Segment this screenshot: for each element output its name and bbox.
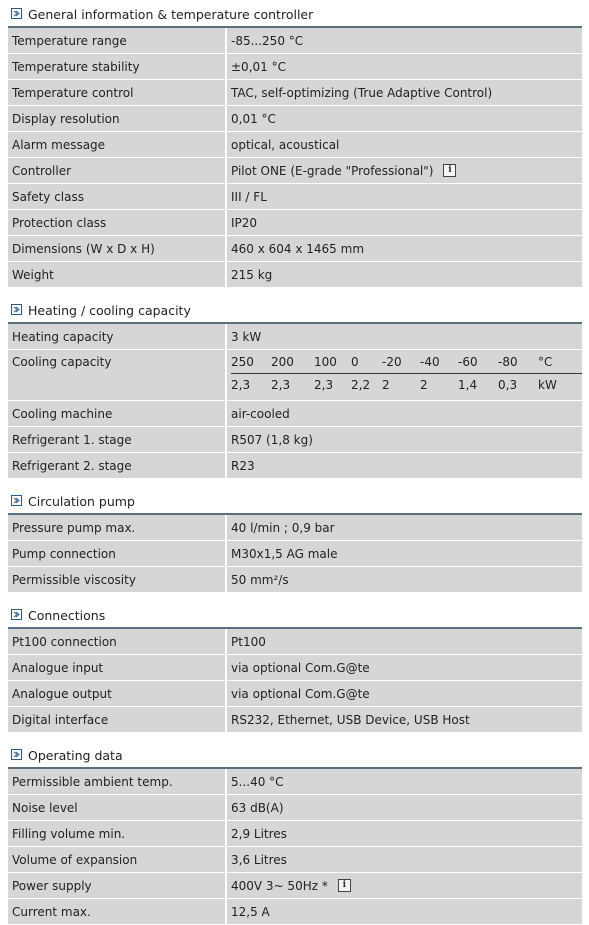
general-table bbox=[8, 28, 582, 288]
row-value: 12,5 A bbox=[227, 899, 582, 924]
row-label: Weight bbox=[8, 262, 227, 287]
table-row bbox=[8, 210, 582, 236]
table-row bbox=[8, 324, 582, 350]
capacity-unit: kW bbox=[538, 378, 557, 392]
table-row bbox=[8, 899, 582, 925]
row-value: 40 l/min ; 0,9 bar bbox=[227, 515, 582, 540]
table-row bbox=[8, 515, 582, 541]
section-title: Circulation pump bbox=[28, 494, 135, 509]
row-value: 3 kW bbox=[227, 324, 582, 349]
row-label: Power supply bbox=[8, 873, 227, 898]
row-value: Pt100 bbox=[227, 629, 582, 654]
row-value: IP20 bbox=[227, 210, 582, 235]
row-label: Analogue output bbox=[8, 681, 227, 706]
spec-sheet bbox=[8, 0, 582, 925]
table-row bbox=[8, 453, 582, 479]
row-label: Cooling machine bbox=[8, 401, 227, 426]
cooling-capacity-row bbox=[8, 350, 582, 401]
section-title: General information & temperature controller bbox=[28, 7, 314, 22]
row-value: 63 dB(A) bbox=[227, 795, 582, 820]
table-row bbox=[8, 54, 582, 80]
table-row bbox=[8, 132, 582, 158]
row-value: III / FL bbox=[227, 184, 582, 209]
table-row bbox=[8, 80, 582, 106]
controller-value: Pilot ONE (E-grade "Professional") bbox=[231, 163, 434, 178]
capacity-cell: 1,4 bbox=[458, 378, 478, 392]
table-row bbox=[8, 158, 582, 184]
row-label: Volume of expansion bbox=[8, 847, 227, 872]
cooling-capacity-table bbox=[227, 350, 582, 400]
row-label: Display resolution bbox=[8, 106, 227, 131]
temp-cell: -80 bbox=[498, 355, 518, 369]
row-label: Noise level bbox=[8, 795, 227, 820]
capacity-cell: 2,3 bbox=[231, 378, 251, 392]
row-label: Cooling capacity bbox=[8, 350, 227, 400]
row-value: RS232, Ethernet, USB Device, USB Host bbox=[227, 707, 582, 732]
table-row bbox=[8, 401, 582, 427]
cooling-values bbox=[231, 374, 582, 396]
table-row bbox=[8, 847, 582, 873]
row-label: Temperature range bbox=[8, 28, 227, 53]
capacity-cell: 0,3 bbox=[498, 378, 518, 392]
section-header-heating[interactable] bbox=[8, 296, 582, 324]
row-label: Permissible viscosity bbox=[8, 567, 227, 592]
expand-arrow-icon[interactable] bbox=[11, 304, 22, 315]
row-label: Pump connection bbox=[8, 541, 227, 566]
row-label: Analogue input bbox=[8, 655, 227, 680]
expand-arrow-icon[interactable] bbox=[11, 8, 22, 19]
capacity-cell: 2,2 bbox=[351, 378, 371, 392]
power-supply-value: 400V 3~ 50Hz * bbox=[231, 878, 328, 893]
row-value: air-cooled bbox=[227, 401, 582, 426]
row-label: Pressure pump max. bbox=[8, 515, 227, 540]
row-label: Digital interface bbox=[8, 707, 227, 732]
row-value: M30x1,5 AG male bbox=[227, 541, 582, 566]
table-row bbox=[8, 769, 582, 795]
capacity-cell: 2,3 bbox=[314, 378, 334, 392]
row-value bbox=[227, 158, 582, 183]
temp-cell: -40 bbox=[420, 355, 440, 369]
row-label: Safety class bbox=[8, 184, 227, 209]
connections-table bbox=[8, 629, 582, 733]
operating-table bbox=[8, 769, 582, 925]
row-value: 2,9 Litres bbox=[227, 821, 582, 846]
circulation-table bbox=[8, 515, 582, 593]
table-row bbox=[8, 184, 582, 210]
temp-cell: 100 bbox=[314, 355, 337, 369]
temp-unit: °C bbox=[538, 355, 553, 369]
table-row bbox=[8, 427, 582, 453]
row-value: 460 x 604 x 1465 mm bbox=[227, 236, 582, 261]
row-label: Current max. bbox=[8, 899, 227, 924]
row-value: via optional Com.G@te bbox=[227, 655, 582, 680]
row-label: Pt100 connection bbox=[8, 629, 227, 654]
section-header-general[interactable] bbox=[8, 0, 582, 28]
table-row bbox=[8, 262, 582, 288]
table-row bbox=[8, 795, 582, 821]
section-header-circulation[interactable] bbox=[8, 487, 582, 515]
temp-cell: -20 bbox=[382, 355, 402, 369]
row-label: Refrigerant 2. stage bbox=[8, 453, 227, 478]
table-row bbox=[8, 236, 582, 262]
cooling-temps bbox=[231, 351, 582, 374]
row-label: Refrigerant 1. stage bbox=[8, 427, 227, 452]
temp-cell: -60 bbox=[458, 355, 478, 369]
row-value: R507 (1,8 kg) bbox=[227, 427, 582, 452]
temp-cell: 200 bbox=[271, 355, 294, 369]
heating-table bbox=[8, 324, 582, 479]
row-value bbox=[227, 873, 582, 898]
row-value: via optional Com.G@te bbox=[227, 681, 582, 706]
row-value: R23 bbox=[227, 453, 582, 478]
section-title: Connections bbox=[28, 608, 106, 623]
expand-arrow-icon[interactable] bbox=[11, 749, 22, 760]
table-row bbox=[8, 707, 582, 733]
row-label: Alarm message bbox=[8, 132, 227, 157]
row-label: Dimensions (W x D x H) bbox=[8, 236, 227, 261]
table-row bbox=[8, 106, 582, 132]
table-row bbox=[8, 655, 582, 681]
table-row bbox=[8, 567, 582, 593]
row-value: 215 kg bbox=[227, 262, 582, 287]
table-row bbox=[8, 873, 582, 899]
row-label: Controller bbox=[8, 158, 227, 183]
capacity-cell: 2,3 bbox=[271, 378, 291, 392]
expand-arrow-icon[interactable] bbox=[11, 609, 22, 620]
section-title: Heating / cooling capacity bbox=[28, 303, 191, 318]
section-header-operating[interactable] bbox=[8, 741, 582, 769]
row-value: optical, acoustical bbox=[227, 132, 582, 157]
info-icon[interactable]: i bbox=[443, 164, 456, 177]
row-label: Protection class bbox=[8, 210, 227, 235]
row-label: Permissible ambient temp. bbox=[8, 769, 227, 794]
row-label: Heating capacity bbox=[8, 324, 227, 349]
row-value: TAC, self-optimizing (True Adaptive Control) bbox=[227, 80, 582, 105]
table-row bbox=[8, 28, 582, 54]
row-value: 50 mm²/s bbox=[227, 567, 582, 592]
table-row bbox=[8, 629, 582, 655]
table-row bbox=[8, 821, 582, 847]
row-value: -85...250 °C bbox=[227, 28, 582, 53]
temp-cell: 250 bbox=[231, 355, 254, 369]
temp-cell: 0 bbox=[351, 355, 359, 369]
row-value: 0,01 °C bbox=[227, 106, 582, 131]
capacity-cell: 2 bbox=[382, 378, 390, 392]
table-row bbox=[8, 541, 582, 567]
row-label: Temperature stability bbox=[8, 54, 227, 79]
row-value: 5...40 °C bbox=[227, 769, 582, 794]
row-label: Temperature control bbox=[8, 80, 227, 105]
row-label: Filling volume min. bbox=[8, 821, 227, 846]
section-header-connections[interactable] bbox=[8, 601, 582, 629]
expand-arrow-icon[interactable] bbox=[11, 495, 22, 506]
info-icon[interactable]: i bbox=[338, 879, 351, 892]
row-value: 3,6 Litres bbox=[227, 847, 582, 872]
capacity-cell: 2 bbox=[420, 378, 428, 392]
section-title: Operating data bbox=[28, 748, 123, 763]
row-value: ±0,01 °C bbox=[227, 54, 582, 79]
table-row bbox=[8, 681, 582, 707]
